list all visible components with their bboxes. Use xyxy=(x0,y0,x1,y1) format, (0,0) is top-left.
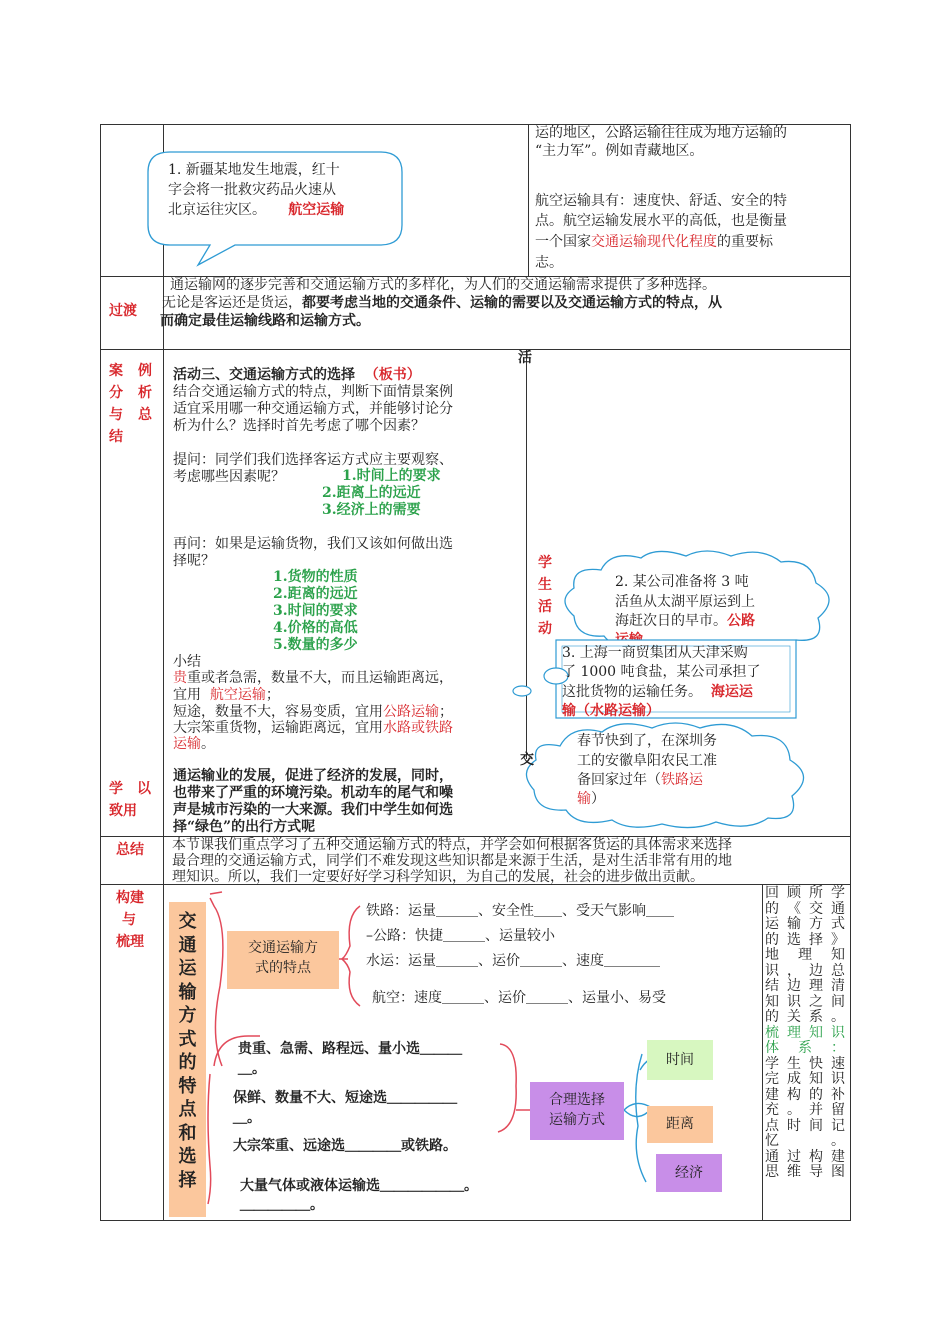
vertical-title-char: 式 xyxy=(178,1028,197,1050)
vertical-title-char: 交 xyxy=(178,911,197,932)
vertical-title-char: 择 xyxy=(178,1169,197,1191)
features-box: 交通运输方 式的特点 xyxy=(227,931,339,989)
vertical-title-char: 特 xyxy=(178,1075,197,1097)
note-line: 完成知识 xyxy=(765,1071,845,1087)
vertical-title-char: 输 xyxy=(178,981,197,1003)
vertical-title-char: 通 xyxy=(178,934,197,956)
note-line: 的选择》 xyxy=(765,931,845,948)
note-line: 学生快速 xyxy=(765,1055,845,1072)
vertical-title-char: 方 xyxy=(178,1005,197,1026)
transition-label: 过渡 xyxy=(109,303,137,319)
note-line: 地理知 xyxy=(765,947,845,963)
note-line: 通过构建 xyxy=(765,1148,845,1165)
factor-distance-box: 距离 xyxy=(647,1106,713,1143)
note-line: 思维导图 xyxy=(765,1164,845,1180)
jiao-char: 交 xyxy=(520,752,534,768)
note-line: 忆。 xyxy=(765,1133,845,1149)
note-line: 充。并留 xyxy=(765,1102,845,1118)
note-line: 回顾所学 xyxy=(765,885,845,901)
note-line: 的关系。 xyxy=(765,1009,845,1025)
note-line: 运输方式 xyxy=(765,916,845,932)
summary-label: 总结 xyxy=(116,842,144,858)
vertical-title-char: 选 xyxy=(178,1146,197,1167)
note-line: 识，边总 xyxy=(765,962,845,979)
factor-economy-box: 经济 xyxy=(656,1154,722,1192)
note-line: 结边理清 xyxy=(765,978,845,994)
choose-box: 合理选择 运输方式 xyxy=(530,1082,624,1140)
note-line: 点时间记 xyxy=(765,1117,845,1134)
vertical-title-char: 点 xyxy=(178,1099,197,1120)
note-line: 梳理知识 xyxy=(765,1024,845,1041)
note-line: 体系： xyxy=(765,1040,845,1056)
note-line: 建构的补 xyxy=(765,1086,845,1103)
huo-char: 活 xyxy=(518,350,532,366)
factor-time-box: 时间 xyxy=(647,1040,713,1080)
note-line: 的《交通 xyxy=(765,900,845,917)
note-line: 知识之间 xyxy=(765,993,845,1010)
vertical-title-char: 和 xyxy=(178,1122,197,1144)
vertical-title-char: 的 xyxy=(178,1052,197,1073)
vertical-title-char: 运 xyxy=(178,958,197,979)
build-notes xyxy=(765,886,845,1181)
